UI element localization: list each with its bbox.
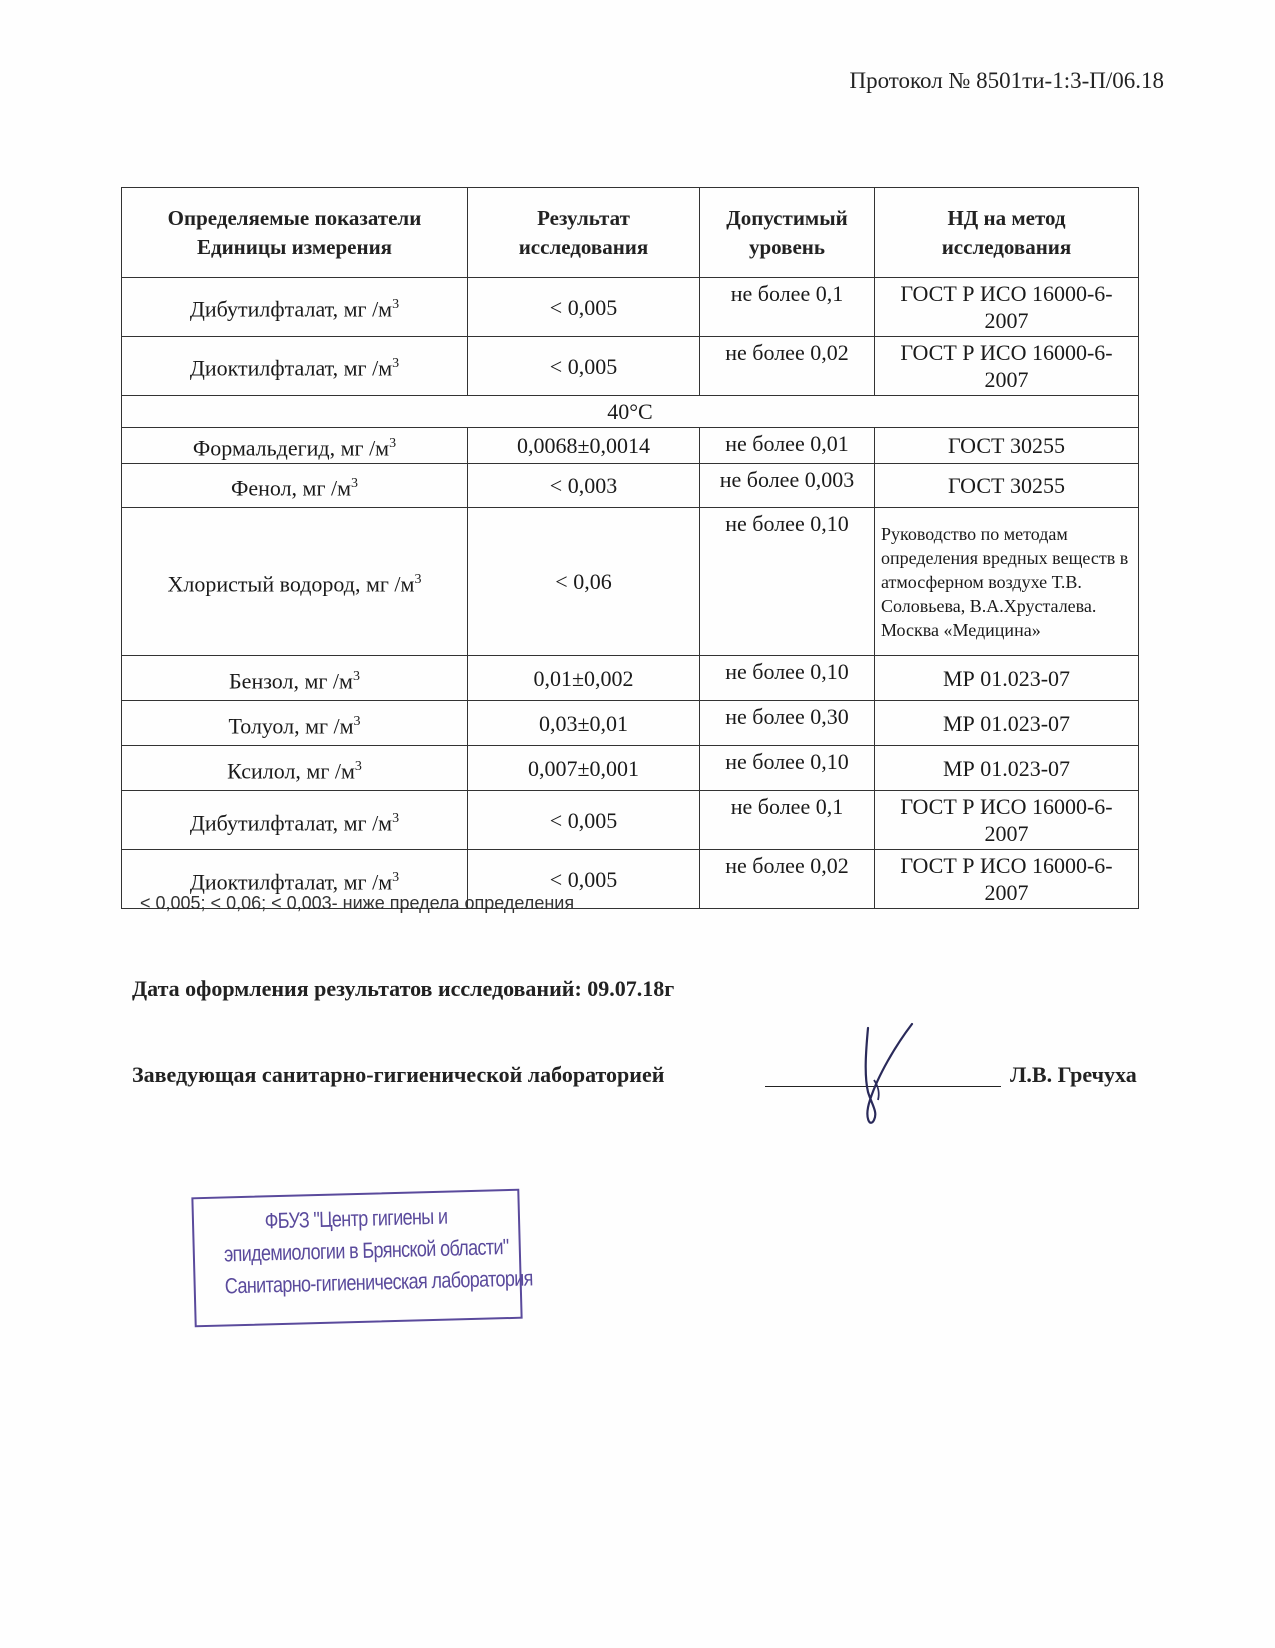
limit-cell: не более 0,1: [700, 278, 875, 337]
unit-exponent: 3: [392, 297, 400, 313]
indicator-cell: [122, 656, 468, 701]
table-row: [122, 278, 1139, 337]
laboratory-stamp: [191, 1189, 534, 1328]
result-cell: 0,01±0,002: [468, 656, 700, 701]
limit-cell: не более 0,30: [700, 701, 875, 746]
indicator-cell: [122, 278, 468, 337]
result-cell: < 0,005: [468, 850, 700, 909]
indicator-label: Хлористый водород, мг /м: [167, 571, 415, 597]
stamp-line-2: эпидемиологии в Брянской области": [223, 1234, 509, 1267]
result-cell: 0,0068±0,0014: [468, 428, 700, 464]
indicator-label: Бензол, мг /м: [229, 667, 353, 693]
limit-cell: не более 0,1: [700, 791, 875, 850]
limit-cell: не более 0,02: [700, 337, 875, 396]
table-row: [122, 337, 1139, 396]
table-row: [122, 428, 1139, 464]
stamp-line-1: ФБУЗ "Центр гигиены и: [264, 1203, 448, 1234]
section-row: [122, 396, 1139, 428]
indicator-label: Фенол, мг /м: [230, 475, 352, 501]
result-cell: < 0,005: [468, 278, 700, 337]
table-row: [122, 701, 1139, 746]
method-cell: МР 01.023-07: [875, 656, 1139, 701]
indicator-label: Ксилол, мг /м: [227, 757, 355, 783]
col-header-method: НД на метод исследования: [875, 188, 1139, 278]
col-header-indicator: Определяемые показатели Единицы измерения: [122, 188, 468, 278]
indicator-cell: [122, 428, 468, 464]
limit-cell: не более 0,01: [700, 428, 875, 464]
indicator-cell: [122, 746, 468, 791]
indicator-cell: [122, 464, 468, 508]
unit-exponent: 3: [414, 572, 422, 588]
result-cell: < 0,06: [468, 508, 700, 656]
method-cell: МР 01.023-07: [875, 701, 1139, 746]
result-cell: < 0,005: [468, 337, 700, 396]
limit-cell: не более 0,003: [700, 464, 875, 508]
stamp-line-3: Санитарно-гигиеническая лаборатория: [224, 1265, 534, 1299]
limit-cell: не более 0,10: [700, 656, 875, 701]
method-cell: ГОСТ Р ИСО 16000-6-2007: [875, 337, 1139, 396]
table-row: [122, 746, 1139, 791]
result-cell: 0,03±0,01: [468, 701, 700, 746]
method-cell: Руководство по методам определения вредных веществ в атмосферном воздухе Т.В. Соловьева, В.А.Хрусталева. Москва «Медицина»: [875, 508, 1139, 656]
limit-cell: не более 0,10: [700, 746, 875, 791]
indicator-label: Диоктилфталат, мг /м: [189, 868, 393, 894]
protocol-number: Протокол № 8501ти-1:3-П/06.18: [849, 68, 1164, 93]
limit-cell: не более 0,02: [700, 850, 875, 909]
indicator-label: Дибутилфталат, мг /м: [189, 296, 393, 322]
col-header-result: Результат исследования: [468, 188, 700, 278]
method-cell: ГОСТ Р ИСО 16000-6-2007: [875, 791, 1139, 850]
signer-name: Л.В. Гречуха: [1010, 1062, 1137, 1087]
method-cell: ГОСТ Р ИСО 16000-6-2007: [875, 850, 1139, 909]
unit-exponent: 3: [352, 668, 360, 684]
table-row: [122, 508, 1139, 656]
indicator-label: Толуол, мг /м: [228, 712, 354, 738]
handwritten-signature: [860, 1020, 930, 1130]
indicator-label: Диоктилфталат, мг /м: [189, 355, 393, 381]
unit-exponent: 3: [351, 476, 359, 492]
results-date: Дата оформления результатов исследований: 09.07.18г: [132, 976, 675, 1001]
table-header-row: [122, 188, 1139, 278]
lab-head-title: Заведующая санитарно-гигиенической лабораторией: [132, 1062, 665, 1087]
table-body: [122, 278, 1139, 909]
table-row: [122, 464, 1139, 508]
footnote: < 0,005; < 0,06; < 0,003- ниже предела определения: [140, 893, 575, 913]
unit-exponent: 3: [392, 810, 400, 826]
method-cell: ГОСТ 30255: [875, 428, 1139, 464]
indicator-cell: [122, 337, 468, 396]
col-header-limit: Допустимый уровень: [700, 188, 875, 278]
indicator-cell: [122, 508, 468, 656]
table-row: [122, 656, 1139, 701]
method-cell: МР 01.023-07: [875, 746, 1139, 791]
indicator-cell: [122, 791, 468, 850]
method-cell: ГОСТ Р ИСО 16000-6-2007: [875, 278, 1139, 337]
indicator-label: Формальдегид, мг /м: [192, 435, 390, 461]
limit-cell: не более 0,10: [700, 508, 875, 656]
result-cell: < 0,003: [468, 464, 700, 508]
table-row: [122, 791, 1139, 850]
unit-exponent: 3: [392, 869, 400, 885]
indicator-label: Дибутилфталат, мг /м: [189, 809, 393, 835]
results-table: [121, 187, 1139, 909]
unit-exponent: 3: [389, 436, 397, 451]
result-cell: < 0,005: [468, 791, 700, 850]
temperature-section-label: 40°С: [122, 396, 1139, 428]
indicator-cell: [122, 701, 468, 746]
unit-exponent: 3: [354, 758, 362, 774]
unit-exponent: 3: [353, 713, 361, 729]
unit-exponent: 3: [392, 356, 400, 372]
result-cell: 0,007±0,001: [468, 746, 700, 791]
method-cell: ГОСТ 30255: [875, 464, 1139, 508]
